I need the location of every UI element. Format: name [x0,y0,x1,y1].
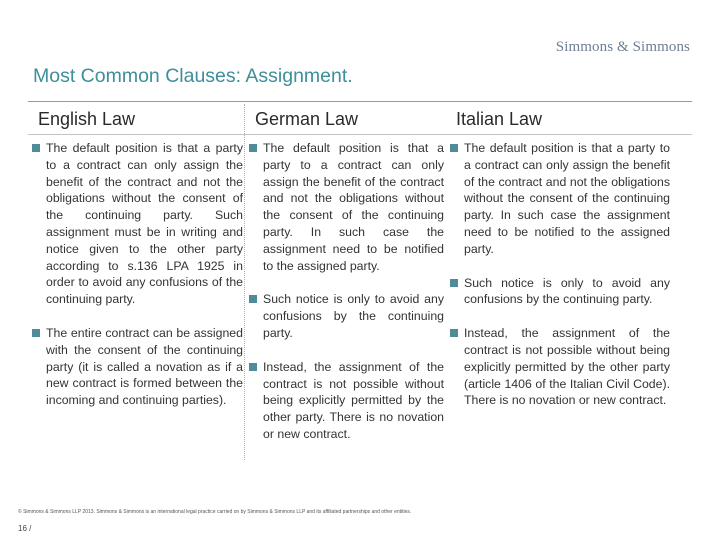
point-text: The default position is that a party to a contract can only assign the benefit of the contract and not the obligations without the consent of the continuing party. Such assignment must be in writing and notice given to the other party according to s.136 LPA 1925 in order to avoid any confusions of the continuing party. [46,141,243,307]
square-bullet-icon [450,279,458,287]
page-number: 16 / [18,524,32,533]
list-item [245,140,444,274]
point-text: The default position is that a party to a contract can only assign the benefit of the contract and not the obligations without the consent of the continuing party. In such case the assignment need to be notified to the assigned party. [263,141,444,273]
square-bullet-icon [249,144,257,152]
point-text: Such notice is only to avoid any confusions by the continuing party. [464,275,670,307]
list-item [245,291,444,341]
column-heading: Italian Law [456,108,543,129]
point-text: The default position is that a party to a contract can only assign the benefit of the contract and not the obligations without the consent of the continuing party. In such case the assignment need to be notified to the assigned party. [464,141,670,256]
title-divider [28,101,692,102]
column-heading: English Law [38,108,136,129]
list-item [28,140,243,308]
square-bullet-icon [450,329,458,337]
square-bullet-icon [32,329,40,337]
column-german-law [244,104,444,460]
brand-logo: Simmons & Simmons [555,39,690,55]
point-text: Instead, the assignment of the contract is not possible without being explicitly permitted by the other party. There is no novation or new contract. [263,359,444,441]
copyright-footer: © Simmons & Simmons LLP 2013. Simmons & Simmons is an international legal practice carried on by Simmons & Simmons LLP and its affiliated partnerships and other entities. [18,509,412,515]
slide-title: Most Common Clauses: Assignment. [33,65,353,87]
square-bullet-icon [249,295,257,303]
column-english-law [28,104,243,426]
list-item [28,325,243,409]
column-heading: German Law [255,108,359,129]
point-text: Instead, the assignment of the contract is not possible without being explicitly permitted by the other party (article 1406 of the Italian Civil Code). There is no novation or new contract. [464,326,670,408]
list-item [245,359,444,443]
list-item [446,140,670,258]
point-text: Such notice is only to avoid any confusions by the continuing party. [263,292,444,340]
column-italian-law [446,104,670,426]
square-bullet-icon [249,363,257,371]
list-item [446,275,670,309]
square-bullet-icon [450,144,458,152]
point-text: The entire contract can be assigned with the consent of the continuing party (it is called a novation as if a new contract is formed between the incoming and continuing parties). [46,325,243,408]
square-bullet-icon [32,144,40,152]
list-item [446,325,670,409]
